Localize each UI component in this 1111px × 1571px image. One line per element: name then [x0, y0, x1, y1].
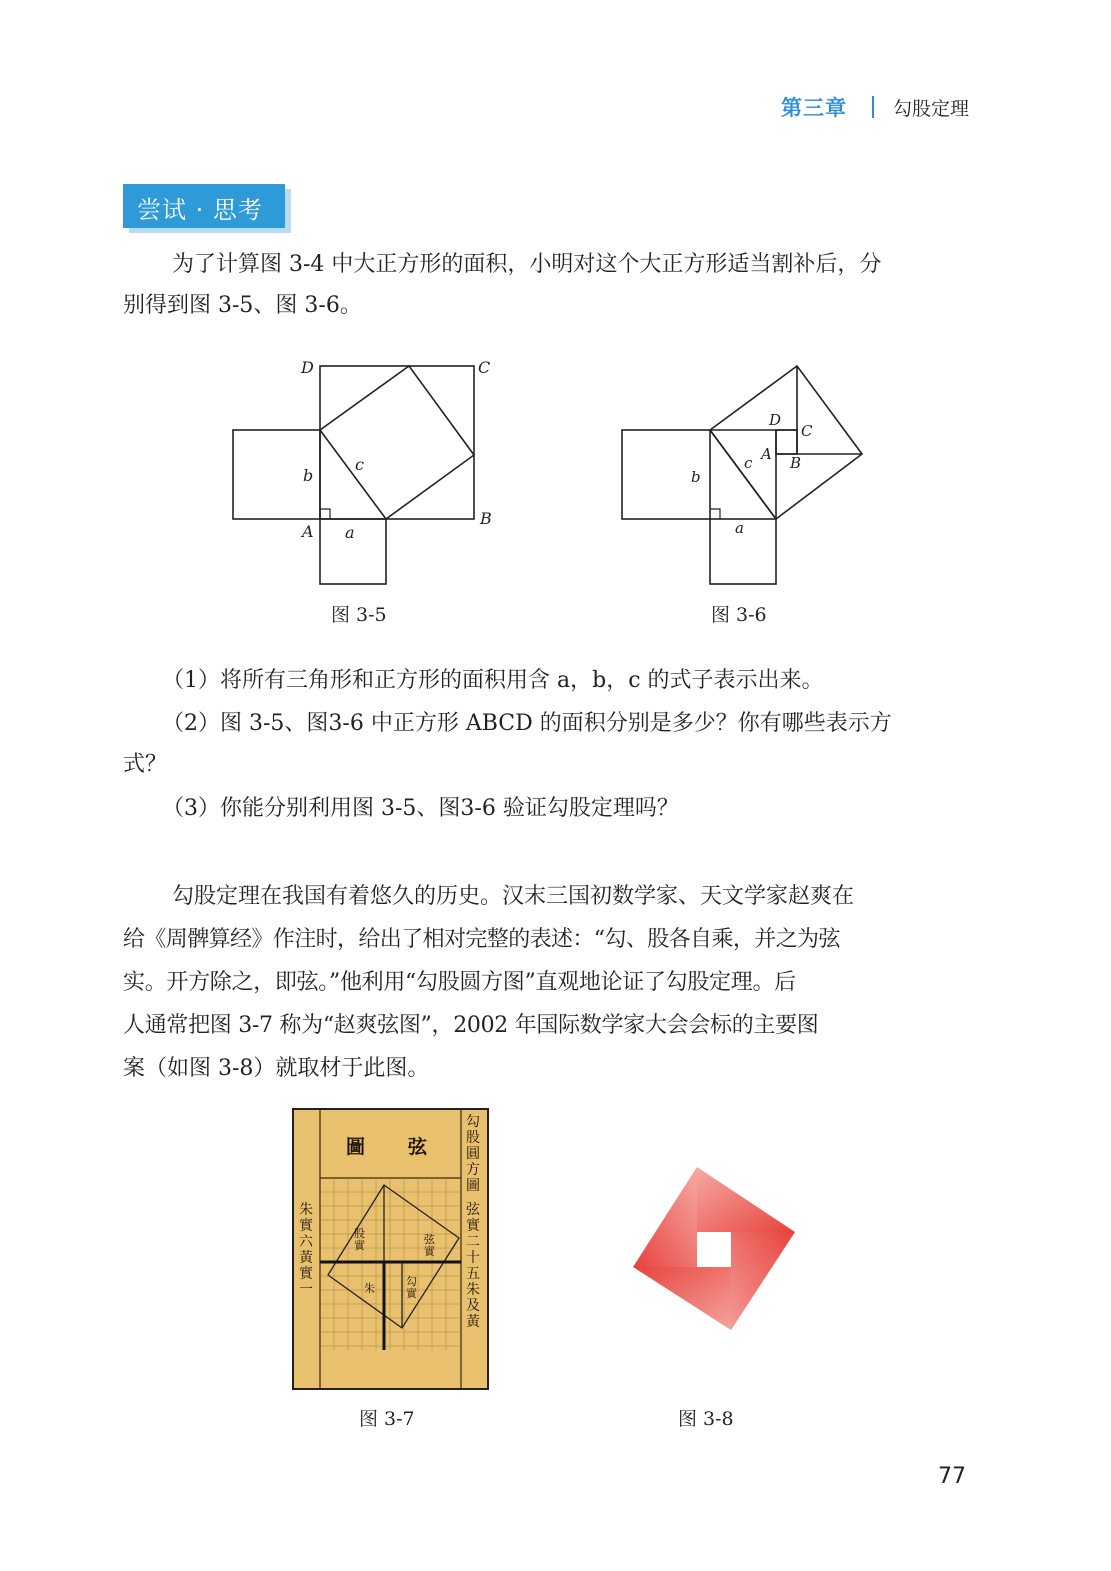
figure-3-5 — [220, 350, 520, 600]
figure-3-7-caption: 图 3-7 — [359, 1408, 415, 1430]
logo-center-square — [697, 1232, 731, 1267]
question-2: （2）图 3-5、图3-6 中正方形 ABCD 的面积分别是多少？你有哪些表示方 — [162, 711, 892, 736]
figure-3-8 — [625, 1160, 805, 1340]
label-b-side: b — [691, 468, 701, 486]
intro-line-1: 为了计算图 3-4 中大正方形的面积，小明对这个大正方形适当割补后，分 — [172, 252, 882, 277]
label-c-side: c — [355, 455, 364, 474]
logo-triangle-left — [633, 1167, 697, 1267]
chapter-title: 勾股定理 — [893, 98, 970, 120]
chapter-label: 第三章 — [781, 96, 847, 120]
fig37-gu-shi: 股實 — [354, 1227, 365, 1252]
fig37-right-col: 弦實二十五朱及黃 — [466, 1202, 480, 1330]
fig37-title-xian: 弦 — [408, 1136, 428, 1158]
logo-triangle-top — [697, 1167, 795, 1232]
square-c — [710, 366, 862, 519]
label-b-side: b — [303, 466, 314, 485]
fig37-xian-shi: 弦實 — [424, 1233, 435, 1258]
square-c — [320, 366, 474, 519]
history-line-4: 人通常把图 3-7 称为“赵爽弦图”，2002 年国际数学家大会会标的主要图 — [123, 1013, 819, 1038]
label-a: A — [761, 445, 772, 463]
figure-3-8-caption: 图 3-8 — [678, 1408, 734, 1430]
history-line-1: 勾股定理在我国有着悠久的历史。汉末三国初数学家、天文学家赵爽在 — [172, 884, 855, 909]
fig37-zhu: 朱 — [364, 1282, 375, 1295]
history-line-3: 实。开方除之，即弦。”他利用“勾股圆方图”直观地论证了勾股定理。后 — [123, 970, 796, 995]
label-a-side: a — [735, 519, 744, 537]
square-abcd — [776, 430, 797, 454]
label-b: B — [480, 509, 492, 528]
label-c: C — [478, 358, 491, 377]
intro-line-2: 别得到图 3-5、图 3-6。 — [123, 293, 362, 318]
label-c-side: c — [744, 454, 753, 472]
figure-3-6 — [610, 350, 880, 600]
question-3: （3）你能分别利用图 3-5、图3-6 验证勾股定理吗？ — [162, 796, 679, 821]
label-c: C — [801, 422, 813, 440]
question-2-cont: 式？ — [123, 752, 168, 777]
label-a-side: a — [345, 523, 355, 542]
fig37-gou-shi: 勾實 — [406, 1275, 417, 1300]
history-line-5: 案（如图 3-8）就取材于此图。 — [123, 1056, 430, 1081]
label-d: D — [301, 358, 314, 377]
section-banner-label: 尝试 · 思考 — [137, 196, 263, 224]
fig37-right-title: 勾股圓方圖 — [466, 1114, 480, 1194]
right-angle-mark — [320, 509, 330, 519]
history-line-2: 给《周髀算经》作注时，给出了相对完整的表述：“勾、股各自乘，并之为弦 — [123, 927, 840, 952]
label-b: B — [790, 454, 802, 472]
figure-3-5-caption: 图 3-5 — [331, 604, 387, 626]
right-angle-mark — [710, 509, 720, 519]
figure-3-7 — [292, 1108, 489, 1390]
logo-triangle-bottom — [633, 1267, 731, 1330]
label-d: D — [769, 411, 782, 429]
square-abcd — [320, 366, 474, 519]
fig37-left-col: 朱實六黃實一 — [299, 1202, 313, 1298]
logo-triangle-right — [731, 1232, 795, 1330]
figure-3-6-caption: 图 3-6 — [711, 604, 767, 626]
page-number: 77 — [938, 1464, 966, 1489]
question-1: （1）将所有三角形和正方形的面积用含 a，b，c 的式子表示出来。 — [162, 668, 824, 693]
fig37-title-tu: 圖 — [346, 1136, 366, 1158]
label-a: A — [302, 522, 314, 541]
header-divider — [872, 96, 874, 118]
